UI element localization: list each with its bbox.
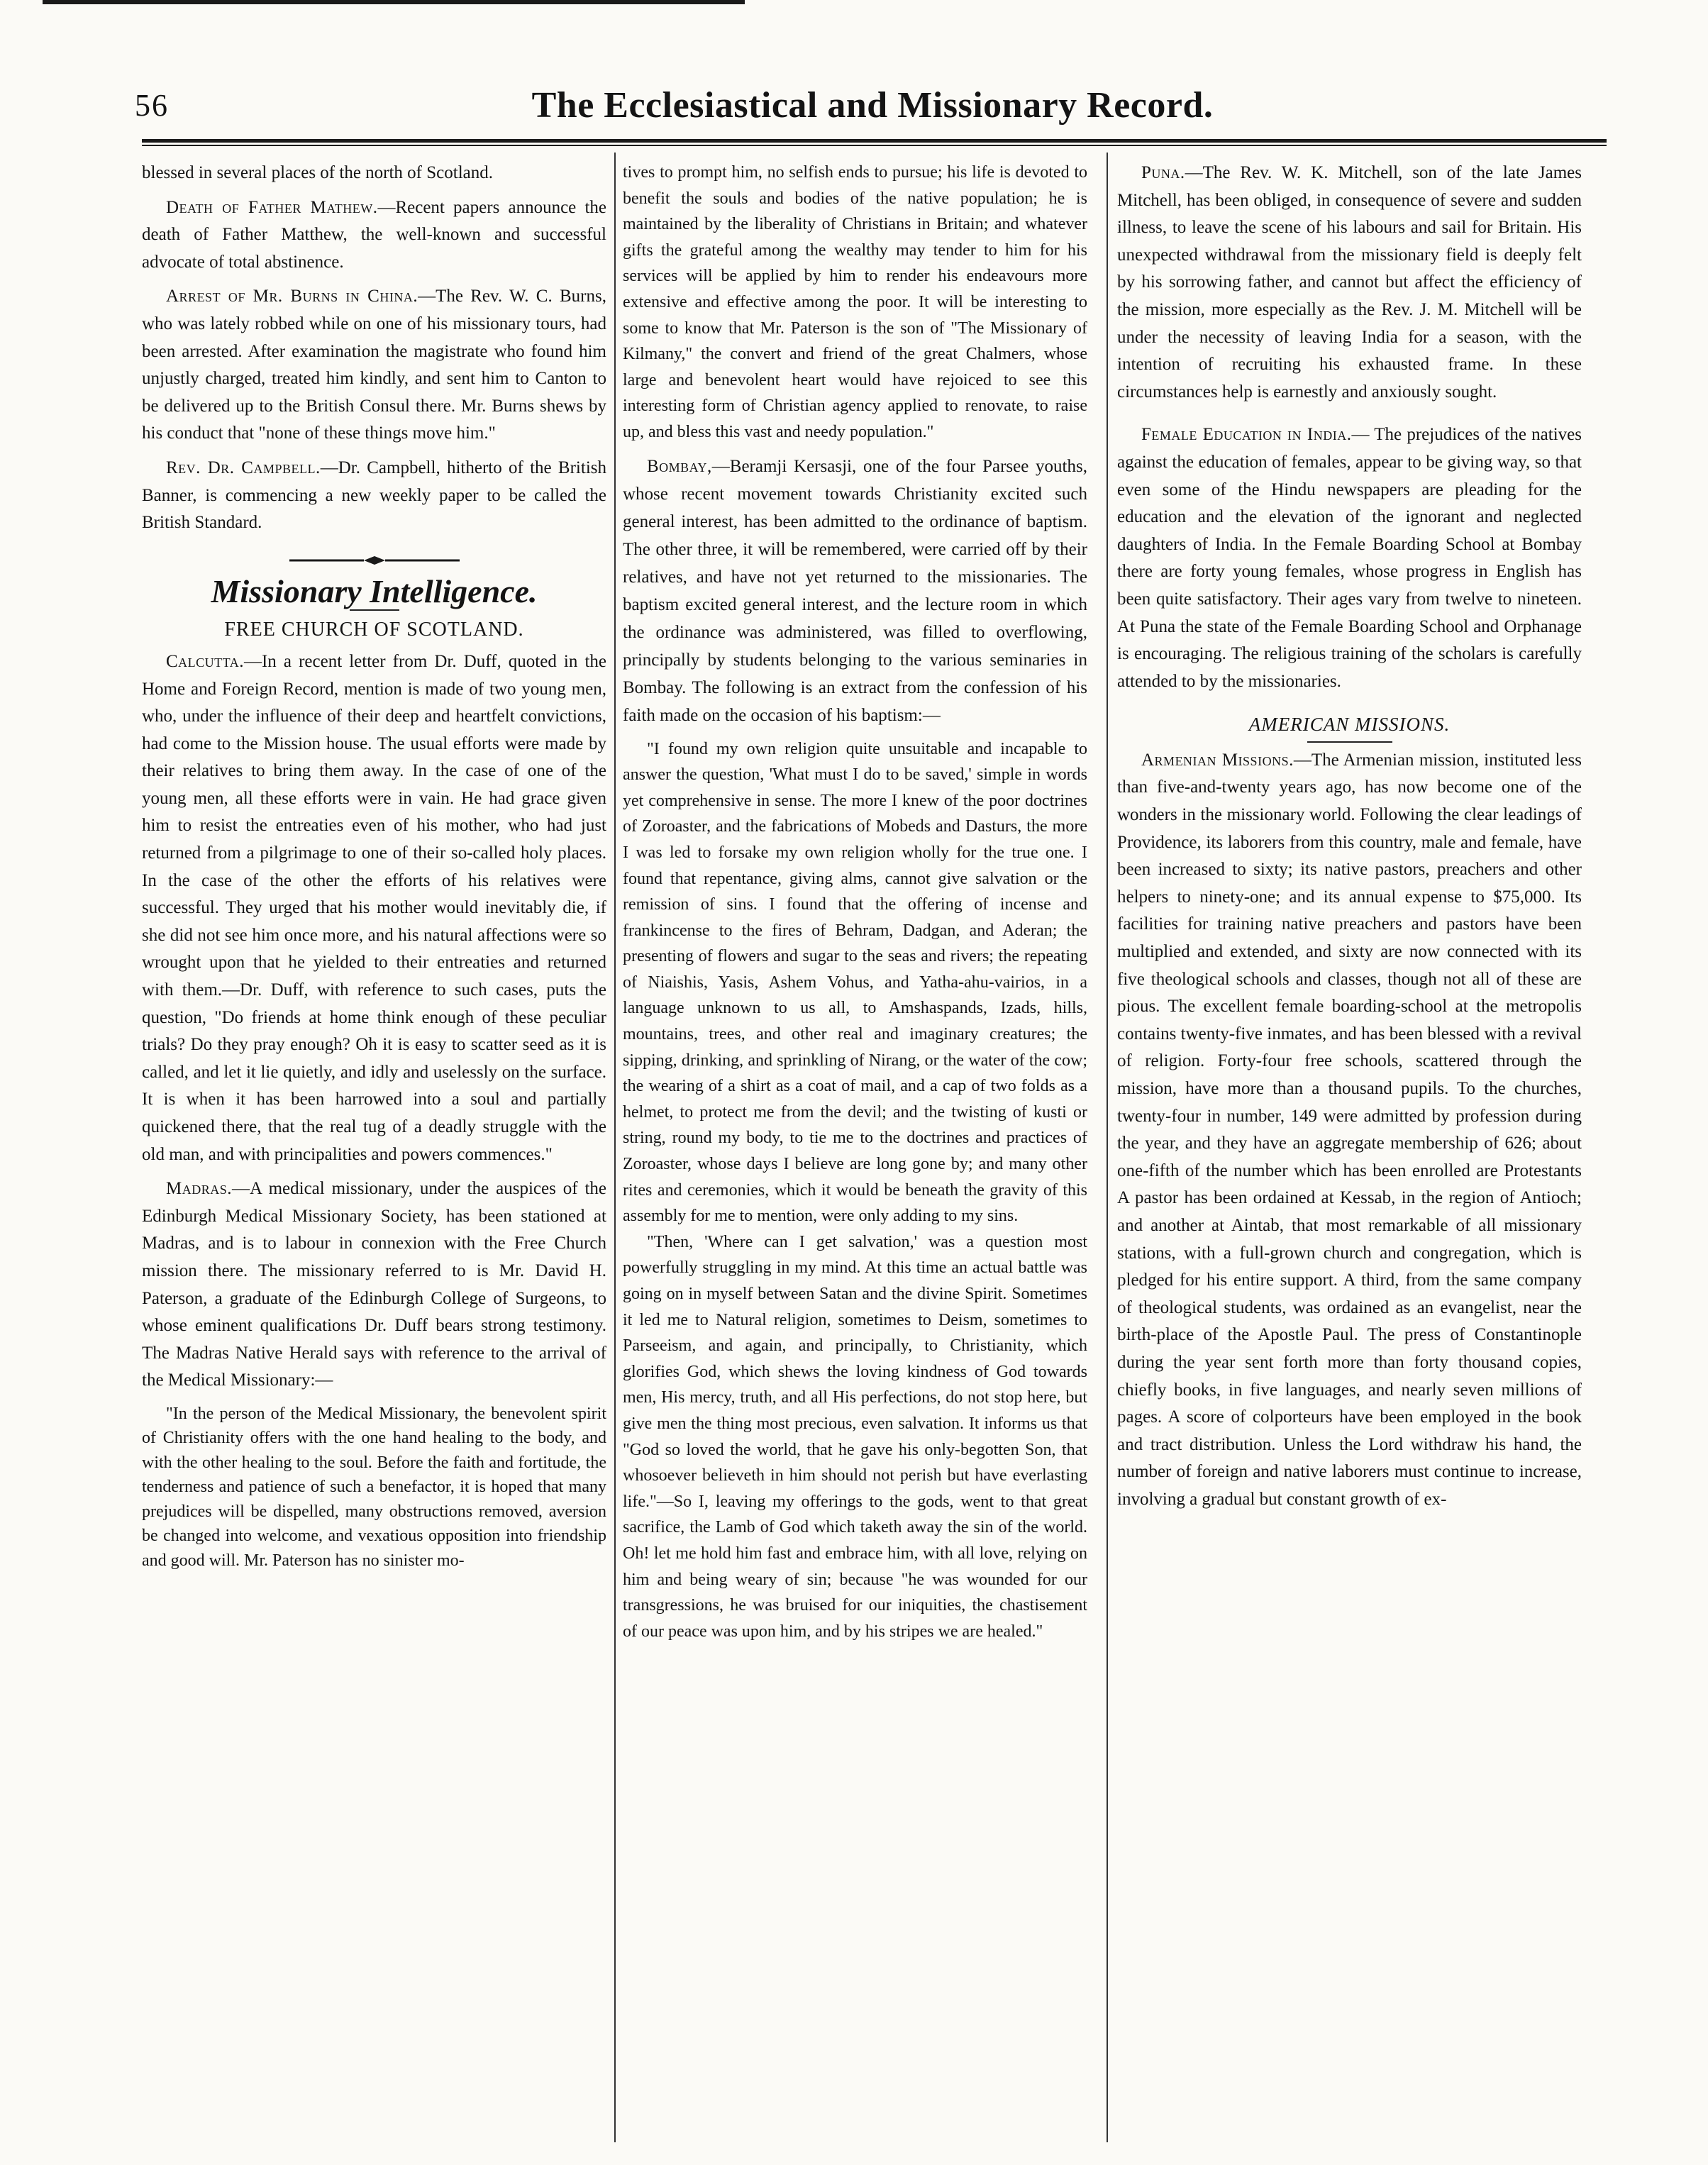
paragraph-body: — The prejudices of the natives against the education of females, appear to be giving way, so that even some of the Hindu newspapers are pleading for the education and the elevation of the ignorant and neglected daughters of India. In the Female Boarding School at Bombay there are forty young females, whose progress in English has been quite satisfactory. Their ages vary from twelve to nineteen. At Puna the state of the Female Boarding School and Orphanage is encouraging. The religious training of the scholars is carefully attended to by the missionaries.	[1117, 425, 1582, 691]
run-in-head: Rev. Dr. Campbell.	[166, 458, 321, 477]
paragraph-armenian-missions	[1117, 747, 1582, 1514]
page-header	[135, 78, 1610, 132]
missionary-intelligence-heading: Missionary Intelligence.	[211, 572, 538, 609]
column-2	[623, 160, 1087, 2142]
paragraph-paterson-continued: tives to prompt him, no selfish ends to pursue; his life is devoted to benefit the souls and bodies of the native population; he is maintained by the liberality of Christians in Britain; and whatever gifts the grateful among the wealthy may tender to him for his services will be applied by him to render his endeavours more extensive and effective among the poor. It will be interesting to some to know that Mr. Paterson is the son of "The Missionary of Kilmany," the convert and friend of the great Chalmers, whose large and benevolent heart would have rejoiced to see this interesting form of Christian agency applied to renovate, to raise up, and bless this vast and needy population."	[623, 163, 1087, 441]
paragraph-body: —A medical missionary, under the auspices of the Edinburgh Medical Missionary Society, has been stationed at Madras, and is to labour in connexion with the Free Church mission there. The missionary referred to is Mr. David H. Paterson, a graduate of the Edinburgh College of Surgeons, to whose eminent qualifications Dr. Duff bears strong testimony. The Madras Native Herald says with reference to the arrival of the Medical Missionary:—	[142, 1179, 606, 1390]
run-in-head: Female Education in India.	[1141, 425, 1352, 445]
section-ornament	[289, 555, 460, 565]
run-in-head: Calcutta.	[166, 651, 244, 671]
run-in-head: Arrest of Mr. Burns in China.	[166, 287, 418, 306]
american-missions-heading: AMERICAN MISSIONS.	[1248, 714, 1451, 736]
run-in-head: Death of Father Mathew.	[166, 197, 378, 217]
column-1	[142, 160, 606, 2142]
paragraph-father-mathew	[142, 194, 606, 277]
top-edge-rule	[43, 0, 745, 4]
header-rule	[142, 139, 1607, 143]
heading-rule	[1307, 741, 1392, 743]
paragraph-body: —The Armenian mission, instituted less than five-and-twenty years ago, has now become one of the wonders in the missionary world. Following the clear leadings of Providence, its laborers from this country, male and female, have been increased to sixty; its native pastors, preachers and other helpers to ninety-one; and its annual expense to $75,000. Its facilities for training native preachers and pastors have been multiplied and extended, and sixty are now connected with its five theological schools and classes, though not all of these are pious. The excellent female boarding-school at the metropolis contains twenty-five inmates, and has been blessed with a revival of religion. Forty-four free schools, scattered through the mission, have more than a thousand pupils. To the churches, twenty-four in number, 149 were admitted by profession during the year, and they have an aggregate membership of 626; about one-fifth of the number which has been enrolled are Protestants A pastor has been ordained at Kessab, in the region of Antioch; and another at Aintab, that most remarkable of all missionary stations, with a full-grown church and congregation, which is pledged for his entire support. A third, from the same company of theological students, was ordained as an evangelist, near the birth-place of the Apostle Paul. The press of Constantinople during the year sent forth more than forty thousand copies, chiefly books, in five languages, and nearly seven millions of pages. A score of colporteurs have been employed in the book and tract distribution. Unless the Lord withdraw his hand, the number of foreign and native laborers must continue to increase, involving a gradual but constant growth of ex-	[1117, 750, 1582, 1509]
paragraph-body: —Recent papers announce the death of Father Matthew, the well-known and successful advocate of total abstinence.	[142, 197, 606, 272]
paragraph-puna	[1117, 160, 1582, 406]
column-3	[1117, 160, 1582, 2142]
header-rule-thin	[142, 145, 1607, 146]
paragraph-confession-2: "Then, 'Where can I get salvation,' was a question most powerfully struggling in my mind. At this time an actual battle was going on in myself between Satan and the divine Spirit. Sometimes it led me to Natural religion, sometimes to Deism, sometimes to Parseeism, and again, and principally, to Christianity, which glorifies God, which shews the loving kindness of God towards men, His mercy, truth, and all His perfections, do not stop here, but give men the thing most precious, even salvation. It informs us that "God so loved the world, that he gave his only-begotten Son, that whosoever believeth in him should not perish but have everlasting life."—So I, leaving my offerings to the gods, went to that great sacrifice, the Lamb of God which taketh away the sin of the world. Oh! let me hold him fast and embrace him, with all love, relying on him and being weary of sin; because "he was wounded for our transgressions, he was bruised for our iniquities, the chastisement of our peace was upon him, and by his stripes we are healed."	[623, 1232, 1087, 1641]
heading-rule	[350, 609, 399, 611]
paragraph-body: —The Rev. W. C. Burns, who was lately robbed while on one of his missionary tours, had been arrested. After examination the magistrate who found him unjustly charged, treated him kindly, and sent him to Canton to be delivered up to the British Consul there. Mr. Burns shews by his conduct that "none of these things move him."	[142, 287, 606, 443]
free-church-heading: FREE CHURCH OF SCOTLAND.	[224, 619, 524, 641]
run-in-head: Armenian Missions.	[1141, 750, 1294, 770]
paragraph-north-scotland: blessed in several places of the north of Scotland.	[142, 163, 493, 182]
paragraph-body: —The Rev. W. K. Mitchell, son of the late James Mitchell, has been obliged, in consequence of severe and sudden illness, to leave the scene of his labours and sail for Britain. His unexpected withdrawal from the missionary field is deeply felt by his sorrowing father, and cannot but affect the efficiency of the mission, more especially as the Rev. J. M. Mitchell will be under the necessity of leaving India for a season, with the intention of recruiting his exhausted frame. In these circumstances help is earnestly and anxiously sought.	[1117, 163, 1582, 402]
paragraph-bombay	[623, 453, 1087, 729]
paragraph-calcutta	[142, 648, 606, 1168]
paragraph-madras	[142, 1175, 606, 1395]
paragraph-burns-china	[142, 283, 606, 448]
paragraph-medical-missionary-quote: "In the person of the Medical Missionary, the benevolent spirit of Christianity offers with the one hand healing to the body, and with the other healing to the soul. Before the faith and fortitude, the tenderness and patience of such a benefactor, it is hoped that many prejudices will be dispelled, many obstructions removed, aversion be changed into welcome, and vexatious opposition into friendship and good will. Mr. Paterson has no sinister mo-	[142, 1404, 606, 1570]
paragraph-body: —Dr. Campbell, hitherto of the British Banner, is commencing a new weekly paper to be called the British Standard.	[142, 458, 606, 533]
run-in-head: Puna.	[1141, 163, 1185, 182]
paragraph-dr-campbell	[142, 455, 606, 537]
page-number: 56	[135, 87, 169, 123]
column-divider-2	[1107, 153, 1108, 2142]
run-in-head: Madras.	[166, 1179, 232, 1199]
paragraph-body: —Beramji Kersasji, one of the four Parsee youths, whose recent movement towards Christianity excited such general interest, has been admitted to the ordinance of baptism. The other three, it will be remembered, were carried off by their relatives, and have not yet returned to the missionaries. The baptism excited general interest, and the lecture room in which the ordinance was administered, was filled to overflowing, principally by students belonging to the various seminaries in Bombay. The following is an extract from the confession of his faith made on the occasion of his baptism:—	[623, 456, 1087, 725]
paragraph-female-education	[1117, 421, 1582, 695]
paragraph-body: —In a recent letter from Dr. Duff, quoted in the Home and Foreign Record, mention is made of two young men, who, under the influence of their deep and heartfelt convictions, had come to the Mission house. The usual efforts were made by their relatives to bring them away. In the case of one of the young men, all these efforts were in vain. He had grace given him to resist the entreaties even of his mother, who had just returned from a pilgrimage to one of their so-called holy places. In the case of the other the efforts of his relatives were successful. They urged that his mother would inevitably die, if she did not see him once more, and his natural affections were so wrought upon that he yielded to their entreaties and returned with them.—Dr. Duff, with reference to such cases, puts the question, "Do friends at home think enough of these peculiar trials? Do they pray enough? Oh it is easy to scatter seed as it is called, and let it lie quietly, and idly and uselessly on the surface. It is when it has been harrowed into a soul and partially quickened there, that the real tug of a deadly struggle with the old man, and with principalities and powers commences."	[142, 651, 606, 1164]
journal-title: The Ecclesiastical and Missionary Record.	[531, 84, 1214, 126]
column-divider-1	[614, 153, 616, 2142]
run-in-head: Bombay,	[647, 456, 712, 476]
paragraph-confession-1: "I found my own religion quite unsuitable and incapable to answer the question, 'What must I do to be saved,' simple in words yet comprehensive in sense. The more I knew of the poor doctrines of Zoroaster, and the fabrications of Mobeds and Dasturs, the more I was led to forsake my own religion wholly for the true one. I found that repentance, giving alms, cannot give salvation or the remission of sins. I found that the offering of incense and frankincense to the fires of Behram, Dadgan, and Aderan; the presenting of flowers and sugar to the seas and rivers; the repeating of Niaishis, Yasis, Ashem Vohus, and Yatha-ahu-vairios, in a language unknown to us all, to Amshaspands, Izads, hills, mountains, trees, and other real and imaginary creatures; the sipping, drinking, and sprinkling of Nirang, or the water of the cow; the wearing of a shirt as a coat of mail, and a cap of two folds as a helmet, to protect me from the devil; and the twisting of kusti or string, round my body, to tie me to the doctrines and practices of Zoroaster, whose days I believe are long gone by; and many other rites and ceremonies, which it would be beneath the gravity of this assembly for me to mention, were only adding to my sins.	[623, 739, 1087, 1226]
